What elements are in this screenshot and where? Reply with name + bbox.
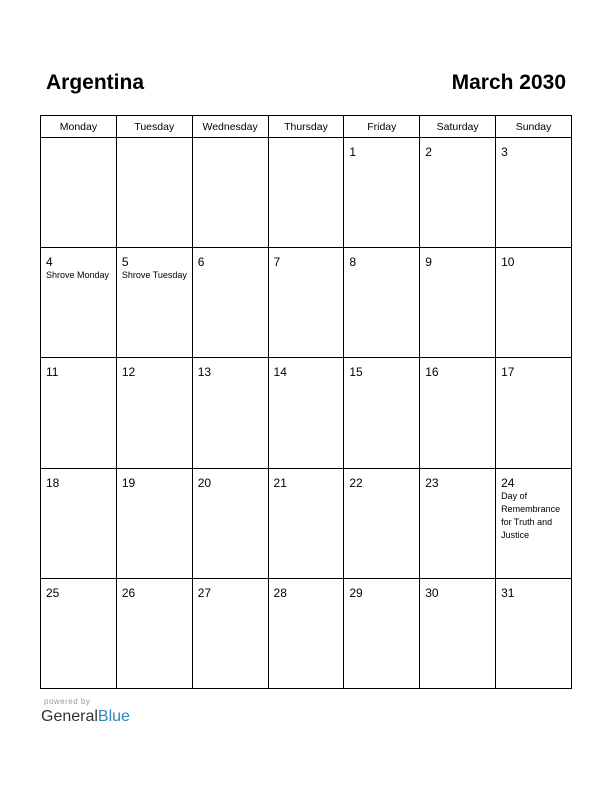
day-cell-content bbox=[269, 579, 344, 600]
day-cell-content bbox=[496, 358, 571, 379]
day-number: 28 bbox=[273, 585, 287, 600]
day-cell-content bbox=[420, 579, 495, 600]
day-cell bbox=[420, 248, 496, 358]
day-cell bbox=[344, 358, 420, 468]
week-row bbox=[41, 138, 572, 248]
day-number: 1 bbox=[349, 145, 357, 159]
day-number: 14 bbox=[273, 365, 287, 380]
day-number: 21 bbox=[273, 475, 287, 490]
day-cell bbox=[192, 248, 268, 358]
weekday-header: Saturday bbox=[420, 116, 496, 138]
day-cell-content bbox=[496, 138, 571, 159]
day-cell-content bbox=[496, 248, 571, 269]
day-cell bbox=[344, 578, 420, 688]
day-number: 2 bbox=[425, 145, 432, 159]
day-number: 23 bbox=[425, 475, 439, 490]
day-cell-content bbox=[117, 138, 192, 145]
day-number: 8 bbox=[349, 255, 357, 270]
day-cell-content bbox=[193, 469, 268, 490]
day-cell-content bbox=[193, 358, 268, 379]
day-cell bbox=[192, 358, 268, 468]
weekday-header: Tuesday bbox=[116, 116, 192, 138]
holiday-label: Shrove Monday bbox=[46, 270, 110, 281]
day-cell-content bbox=[41, 138, 116, 145]
day-cell-content bbox=[344, 358, 419, 379]
day-number: 15 bbox=[349, 365, 363, 380]
day-cell bbox=[496, 358, 572, 468]
day-cell-content bbox=[41, 579, 116, 600]
day-number: 20 bbox=[197, 475, 212, 490]
day-cell bbox=[41, 468, 117, 578]
day-cell-content bbox=[269, 138, 344, 145]
day-cell bbox=[496, 138, 572, 248]
day-cell bbox=[496, 578, 572, 688]
day-number: 12 bbox=[121, 365, 136, 380]
brand-blue-text: Blue bbox=[97, 708, 130, 725]
weekday-header: Monday bbox=[41, 116, 117, 138]
day-cell bbox=[344, 138, 420, 248]
day-number: 3 bbox=[501, 145, 508, 159]
country-title: Argentina bbox=[46, 71, 145, 94]
day-number: 17 bbox=[501, 365, 515, 380]
day-cell bbox=[192, 138, 268, 248]
week-row bbox=[41, 248, 572, 358]
day-cell-content bbox=[269, 469, 344, 490]
day-number: 16 bbox=[425, 365, 439, 380]
day-cell-content bbox=[117, 358, 192, 379]
day-number: 5 bbox=[121, 255, 129, 270]
day-number: 27 bbox=[197, 585, 212, 600]
day-cell bbox=[420, 468, 496, 578]
day-cell bbox=[420, 578, 496, 688]
day-cell bbox=[192, 468, 268, 578]
day-cell bbox=[268, 248, 344, 358]
day-number: 10 bbox=[501, 255, 515, 270]
week-row bbox=[41, 468, 572, 578]
day-number: 13 bbox=[197, 365, 212, 380]
calendar-grid bbox=[40, 115, 572, 689]
day-cell bbox=[41, 358, 117, 468]
day-number: 4 bbox=[46, 255, 53, 270]
day-cell-content bbox=[41, 248, 116, 282]
day-cell bbox=[268, 468, 344, 578]
day-cell-content bbox=[420, 248, 495, 269]
day-number: 22 bbox=[349, 475, 363, 490]
day-cell bbox=[420, 358, 496, 468]
weekday-header: Sunday bbox=[496, 116, 572, 138]
day-cell-content bbox=[193, 579, 268, 600]
day-cell-content bbox=[420, 138, 495, 159]
day-cell bbox=[344, 248, 420, 358]
day-cell bbox=[116, 358, 192, 468]
day-number: 9 bbox=[425, 255, 432, 270]
weekday-header: Thursday bbox=[268, 116, 344, 138]
day-cell-content bbox=[344, 579, 419, 600]
day-cell-content bbox=[41, 469, 116, 490]
day-cell-content bbox=[117, 579, 192, 600]
day-number: 19 bbox=[121, 475, 136, 490]
day-cell-content bbox=[496, 469, 571, 542]
brand-general-text: General bbox=[41, 708, 98, 725]
day-cell-content bbox=[117, 469, 192, 490]
day-number: 26 bbox=[121, 585, 136, 600]
day-cell-content bbox=[344, 469, 419, 490]
day-number: 24 bbox=[501, 475, 515, 490]
week-row bbox=[41, 578, 572, 688]
day-cell-content bbox=[269, 358, 344, 379]
day-cell bbox=[268, 578, 344, 688]
holiday-label: Day of Remembrance for Truth and Justice bbox=[501, 490, 561, 540]
day-number: 11 bbox=[46, 365, 59, 380]
holiday-label: Shrove Tuesday bbox=[121, 270, 187, 281]
day-cell-content bbox=[41, 358, 116, 379]
generalblue-logo bbox=[41, 708, 130, 726]
day-cell-content bbox=[344, 138, 419, 159]
powered-by-label: powered by bbox=[44, 697, 91, 706]
day-cell bbox=[116, 138, 192, 248]
day-cell bbox=[41, 138, 117, 248]
day-cell-content bbox=[420, 469, 495, 490]
week-row bbox=[41, 358, 572, 468]
day-number: 30 bbox=[425, 585, 439, 600]
day-cell bbox=[420, 138, 496, 248]
day-number: 25 bbox=[46, 585, 60, 600]
month-year-title: March 2030 bbox=[451, 71, 566, 94]
day-cell bbox=[41, 248, 117, 358]
day-number: 31 bbox=[501, 585, 515, 600]
day-cell-content bbox=[344, 248, 419, 269]
weekday-header-row bbox=[41, 116, 572, 138]
day-cell bbox=[268, 138, 344, 248]
day-number: 7 bbox=[273, 255, 281, 270]
day-cell bbox=[116, 468, 192, 578]
day-cell-content bbox=[193, 248, 268, 269]
day-cell bbox=[116, 248, 192, 358]
day-cell bbox=[192, 578, 268, 688]
weekday-header: Wednesday bbox=[192, 116, 268, 138]
day-cell-content bbox=[269, 248, 344, 269]
day-cell-content bbox=[496, 579, 571, 600]
day-number: 6 bbox=[197, 255, 205, 270]
day-cell-content bbox=[193, 138, 268, 145]
day-cell bbox=[268, 358, 344, 468]
day-cell bbox=[496, 468, 572, 578]
day-cell bbox=[496, 248, 572, 358]
day-cell bbox=[41, 578, 117, 688]
day-number: 29 bbox=[349, 585, 363, 600]
day-number: 18 bbox=[46, 475, 60, 490]
day-cell bbox=[116, 578, 192, 688]
day-cell bbox=[344, 468, 420, 578]
weekday-header: Friday bbox=[344, 116, 420, 138]
day-cell-content bbox=[117, 248, 192, 282]
day-cell-content bbox=[420, 358, 495, 379]
